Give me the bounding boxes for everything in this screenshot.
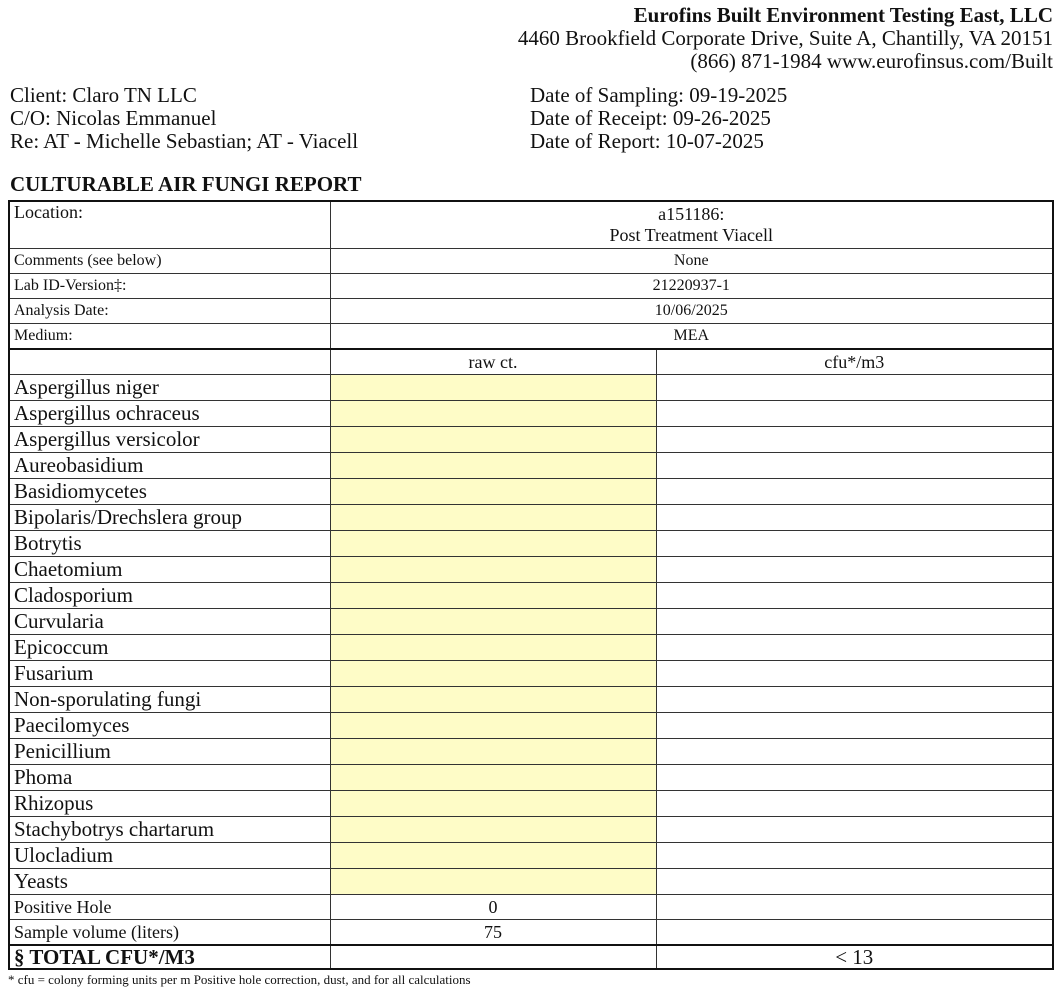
fungus-row (9, 661, 1053, 687)
location-id: a151186: (658, 204, 725, 224)
fungus-cfu (656, 635, 1053, 661)
fungus-row (9, 427, 1053, 453)
footnote: * cfu = colony forming units per m Positive hole correction, dust, and for all calculations (8, 972, 471, 987)
fungus-cfu (656, 557, 1053, 583)
client-name: Client: Claro TN LLC (10, 83, 197, 107)
location-name: Post Treatment Viacell (609, 225, 774, 245)
fungus-row (9, 375, 1053, 401)
fungus-name: Cladosporium (9, 583, 330, 609)
fungus-cfu (656, 817, 1053, 843)
fungus-raw-count (330, 687, 656, 713)
fungus-name: Fusarium (9, 661, 330, 687)
location-row (9, 201, 1053, 249)
lab-id-label: Lab ID-Version‡: (9, 274, 330, 299)
fungi-list (9, 375, 1053, 895)
fungus-cfu (656, 401, 1053, 427)
lab-name: Eurofins Built Environment Testing East, LLC (633, 3, 1053, 27)
fungus-name: Aspergillus niger (9, 375, 330, 401)
fungus-raw-count (330, 531, 656, 557)
fungus-cfu (656, 661, 1053, 687)
fungus-raw-count (330, 791, 656, 817)
lab-id-value: 21220937-1 (330, 274, 1053, 299)
location-label: Location: (9, 201, 330, 249)
fungus-raw-count (330, 427, 656, 453)
lab-address: 4460 Brookfield Corporate Drive, Suite A, Chantilly, VA 20151 (517, 26, 1053, 50)
fungus-raw-count (330, 583, 656, 609)
column-header-cfu: cfu*/m3 (656, 349, 1053, 375)
client-info (10, 84, 358, 153)
fungus-cfu (656, 843, 1053, 869)
fungus-cfu (656, 583, 1053, 609)
lab-header (518, 4, 1053, 73)
fungus-name: Chaetomium (9, 557, 330, 583)
fungus-row (9, 583, 1053, 609)
date-sampling: Date of Sampling: 09-19-2025 (530, 83, 788, 107)
fungus-raw-count (330, 635, 656, 661)
fungus-row (9, 609, 1053, 635)
fungus-name: Botrytis (9, 531, 330, 557)
fungus-row (9, 635, 1053, 661)
fungus-raw-count (330, 713, 656, 739)
fungus-name: Aureobasidium (9, 453, 330, 479)
fungus-name: Phoma (9, 765, 330, 791)
fungus-raw-count (330, 869, 656, 895)
analysis-date-row (9, 299, 1053, 324)
fungus-row (9, 479, 1053, 505)
total-value: < 13 (656, 945, 1053, 969)
fungus-row (9, 557, 1053, 583)
fungus-cfu (656, 453, 1053, 479)
fungus-name: Yeasts (9, 869, 330, 895)
fungus-raw-count (330, 843, 656, 869)
lab-contact: (866) 871-1984 www.eurofinsus.com/Built (690, 49, 1053, 73)
sample-volume-cfu (656, 920, 1053, 946)
fungus-name: Rhizopus (9, 791, 330, 817)
fungus-raw-count (330, 765, 656, 791)
comments-label: Comments (see below) (9, 249, 330, 274)
fungus-cfu (656, 713, 1053, 739)
fungus-row (9, 739, 1053, 765)
total-row (9, 945, 1053, 969)
fungus-row (9, 843, 1053, 869)
fungus-raw-count (330, 375, 656, 401)
fungus-raw-count (330, 739, 656, 765)
positive-hole-value: 0 (330, 895, 656, 920)
fungus-raw-count (330, 817, 656, 843)
fungus-name: Paecilomyces (9, 713, 330, 739)
date-report: Date of Report: 10-07-2025 (530, 129, 764, 153)
fungus-raw-count (330, 557, 656, 583)
analysis-date-label: Analysis Date: (9, 299, 330, 324)
fungus-name: Ulocladium (9, 843, 330, 869)
fungus-raw-count (330, 453, 656, 479)
positive-hole-row (9, 895, 1053, 920)
fungus-cfu (656, 427, 1053, 453)
fungus-name: Epicoccum (9, 635, 330, 661)
sample-volume-label: Sample volume (liters) (9, 920, 330, 946)
column-header-raw: raw ct. (330, 349, 656, 375)
fungus-row (9, 713, 1053, 739)
total-raw (330, 945, 656, 969)
dates-info (530, 84, 787, 153)
sample-volume-value: 75 (330, 920, 656, 946)
positive-hole-cfu (656, 895, 1053, 920)
date-receipt: Date of Receipt: 09-26-2025 (530, 106, 771, 130)
fungus-row (9, 687, 1053, 713)
fungus-cfu (656, 869, 1053, 895)
fungus-name: Aspergillus versicolor (9, 427, 330, 453)
fungus-raw-count (330, 479, 656, 505)
fungus-cfu (656, 375, 1053, 401)
fungus-name: Stachybotrys chartarum (9, 817, 330, 843)
fungus-cfu (656, 531, 1053, 557)
fungus-name: Bipolaris/Drechslera group (9, 505, 330, 531)
fungus-row (9, 505, 1053, 531)
fungus-row (9, 817, 1053, 843)
medium-label: Medium: (9, 324, 330, 350)
report-table (8, 200, 1054, 970)
location-value (330, 201, 1053, 249)
medium-value: MEA (330, 324, 1053, 350)
fungus-cfu (656, 609, 1053, 635)
fungus-cfu (656, 791, 1053, 817)
report-title: CULTURABLE AIR FUNGI REPORT (10, 172, 362, 196)
fungus-name: Aspergillus ochraceus (9, 401, 330, 427)
fungus-cfu (656, 479, 1053, 505)
fungus-name: Penicillium (9, 739, 330, 765)
comments-value: None (330, 249, 1053, 274)
fungus-raw-count (330, 505, 656, 531)
client-re: Re: AT - Michelle Sebastian; AT - Viacell (10, 129, 359, 153)
fungus-cfu (656, 505, 1053, 531)
fungus-row (9, 791, 1053, 817)
fungus-cfu (656, 687, 1053, 713)
positive-hole-label: Positive Hole (9, 895, 330, 920)
fungus-row (9, 869, 1053, 895)
fungus-raw-count (330, 661, 656, 687)
analysis-date-value: 10/06/2025 (330, 299, 1053, 324)
client-care-of: C/O: Nicolas Emmanuel (10, 106, 217, 130)
fungus-raw-count (330, 609, 656, 635)
fungus-row (9, 531, 1053, 557)
total-label: § TOTAL CFU*/M3 (9, 945, 330, 969)
fungus-name: Non-sporulating fungi (9, 687, 330, 713)
column-header-row (9, 349, 1053, 375)
fungus-row (9, 765, 1053, 791)
column-header-blank (9, 349, 330, 375)
sample-volume-row (9, 920, 1053, 946)
medium-row (9, 324, 1053, 350)
fungus-cfu (656, 739, 1053, 765)
fungus-row (9, 453, 1053, 479)
fungus-name: Curvularia (9, 609, 330, 635)
comments-row (9, 249, 1053, 274)
fungus-name: Basidiomycetes (9, 479, 330, 505)
fungus-row (9, 401, 1053, 427)
fungus-raw-count (330, 401, 656, 427)
lab-id-row (9, 274, 1053, 299)
fungus-cfu (656, 765, 1053, 791)
